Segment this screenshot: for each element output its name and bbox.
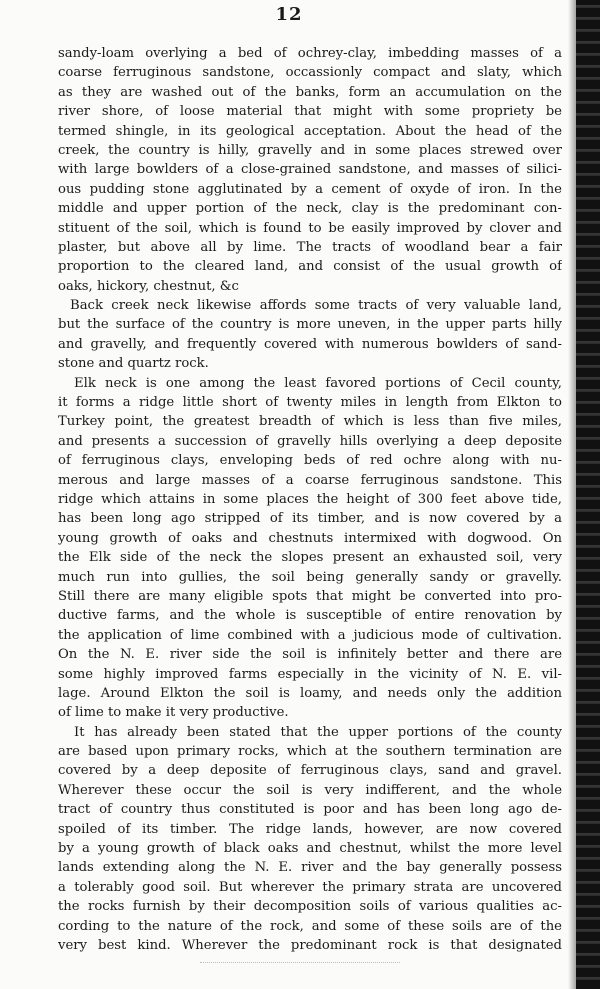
text-line: ductive farms, and the whole is susceptible of entire renovation by	[58, 608, 562, 624]
text-line: creek, the country is hilly, gravelly and in some places strewed over	[58, 142, 562, 158]
text-line: sandy-loam overlying a bed of ochrey-clay, imbedding masses of a	[58, 46, 562, 61]
text-line: much run into gullies, the soil being generally sandy or gravelly.	[58, 569, 562, 585]
text-line: by a young growth of black oaks and chestnut, whilst the more level	[58, 841, 562, 857]
text-line: Still there are many eligible spots that might be converted into pro-	[58, 588, 562, 604]
text-line: as they are washed out of the banks, form an accumulation on the	[58, 84, 562, 100]
text-line: but the surface of the country is more uneven, in the upper parts hilly	[58, 317, 562, 333]
paragraph-start: It has already been stated that the upper portions of the county	[74, 724, 562, 740]
text-line: spoiled of its timber. The ridge lands, however, are now covered	[58, 821, 562, 837]
text-line: cording to the nature of the rock, and some of these soils are of the	[58, 918, 562, 934]
text-line: are based upon primary rocks, which at the southern termination are	[58, 744, 562, 760]
text-line: ridge which attains in some places the height of 300 feet above tide,	[58, 491, 562, 507]
body-text	[58, 44, 562, 955]
text-line: On the N. E. river side the soil is infinitely better and there are	[58, 647, 562, 663]
text-line: some highly improved farms especially in the vicinity of N. E. vil-	[58, 666, 562, 682]
text-line: and gravelly, and frequently covered with numerous bowlders of sand-	[58, 336, 562, 352]
text-line: lage. Around Elkton the soil is loamy, and needs only the addition	[58, 685, 562, 701]
paragraph-start: Back creek neck likewise affords some tracts of very valuable land,	[70, 298, 562, 314]
text-line: very best kind. Wherever the predominant rock is that designated	[58, 937, 562, 953]
text-line: stone and quartz rock.	[58, 356, 209, 372]
text-line: young growth of oaks and chestnuts intermixed with dogwood. On	[58, 530, 562, 546]
text-line: ous pudding stone agglutinated by a cement of oxyde of iron. In the	[58, 181, 562, 197]
page-number: 12	[275, 4, 303, 25]
text-line: the Elk side of the neck the slopes present an exhausted soil, very	[58, 550, 562, 566]
book-binding	[576, 0, 600, 989]
text-line: middle and upper portion of the neck, clay is the predominant con-	[58, 201, 562, 217]
text-line: it forms a ridge little short of twenty miles in length from Elkton to	[58, 395, 562, 411]
text-line: a tolerably good soil. But wherever the primary strata are uncovered	[58, 879, 562, 895]
text-line: Turkey point, the greatest breadth of which is less than five miles,	[58, 414, 562, 430]
text-line: the rocks furnish by their decomposition soils of various qualities ac-	[58, 899, 562, 915]
text-line: Wherever these occur the soil is very indifferent, and the whole	[58, 782, 562, 798]
paragraph-start: Elk neck is one among the least favored portions of Cecil county,	[74, 375, 562, 391]
text-line: river shore, of loose material that might with some propriety be	[58, 104, 562, 120]
text-line: coarse ferruginous sandstone, occassionly compact and slaty, which	[58, 65, 562, 81]
text-line: covered by a deep deposite of ferruginous clays, sand and gravel.	[58, 763, 562, 779]
text-line: tract of country thus constituted is poor and has been long ago de-	[58, 802, 562, 818]
text-line: of ferruginous clays, enveloping beds of red ochre along with nu-	[58, 453, 562, 469]
text-line: merous and large masses of a coarse ferruginous sandstone. This	[58, 472, 562, 488]
text-line: stituent of the soil, which is found to be easily improved by clover and	[58, 220, 562, 236]
page-smudge	[200, 962, 400, 967]
text-line: oaks, hickory, chestnut, &c	[58, 278, 239, 294]
text-line: proportion to the cleared land, and consist of the usual growth of	[58, 259, 562, 275]
text-line: the application of lime combined with a judicious mode of cultivation.	[58, 627, 562, 643]
text-line: and presents a succession of gravelly hills overlying a deep deposite	[58, 433, 562, 449]
binding-shadow	[568, 0, 576, 989]
text-line: with large bowlders of a close-grained sandstone, and masses of silici-	[58, 162, 562, 178]
text-line: has been long ago stripped of its timber, and is now covered by a	[58, 511, 562, 527]
text-line: plaster, but above all by lime. The tracts of woodland bear a fair	[58, 239, 562, 255]
text-line: termed shingle, in its geological acceptation. About the head of the	[58, 123, 562, 139]
text-line: of lime to make it very productive.	[58, 705, 289, 721]
text-line: lands extending along the N. E. river and the bay generally possess	[58, 860, 562, 876]
